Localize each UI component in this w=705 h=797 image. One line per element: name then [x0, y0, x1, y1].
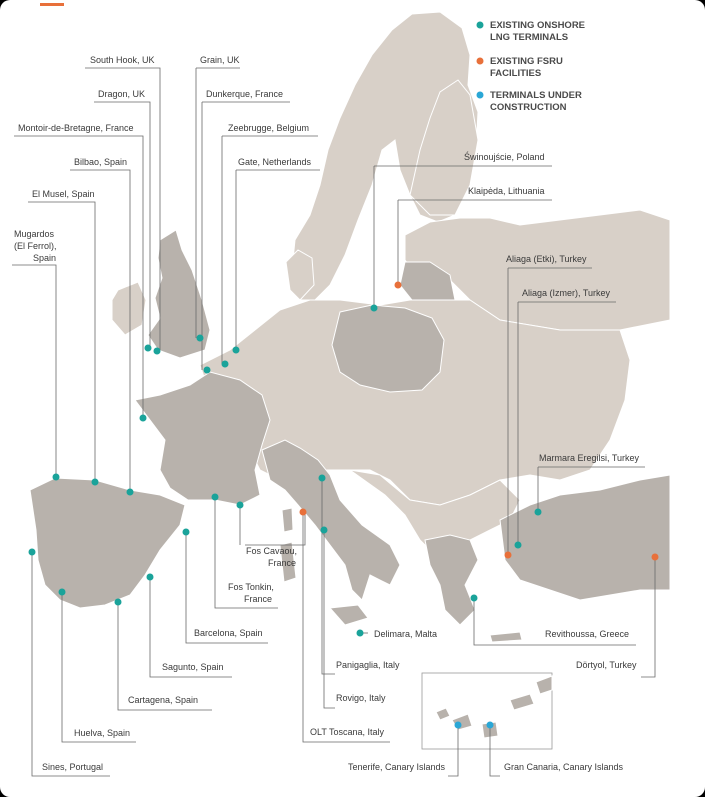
legend-fsru-marker [477, 58, 484, 65]
label-bilbao: Bilbao, Spain [74, 157, 128, 167]
label-south-hook: South Hook, UK [90, 55, 155, 65]
legend-construction-line2: CONSTRUCTION [490, 102, 567, 113]
marker-aliaga-etki [505, 552, 512, 559]
label-el-musel: El Musel, Spain [32, 189, 95, 199]
label-panigaglia: Panigaglia, Italy [336, 660, 400, 670]
marker-revithoussa [471, 595, 478, 602]
label-sines: Sines, Portugal [42, 762, 104, 772]
label-montoir: Montoir-de-Bretagne, France [18, 123, 134, 133]
legend-fsru-line1: EXISTING FSRU [490, 56, 563, 67]
inset-island-5 [536, 676, 552, 694]
accent-bar [40, 3, 64, 6]
marker-tenerife [455, 722, 462, 729]
label-fos-cavaou-1: Fos Cavaou, [246, 546, 298, 556]
inset-island-1 [436, 708, 450, 720]
inset-island-4 [510, 694, 534, 710]
marker-south-hook [145, 345, 152, 352]
legend-onshore-marker [477, 22, 484, 29]
label-zeebrugge: Zeebrugge, Belgium [228, 123, 310, 133]
label-delimara: Delimara, Malta [374, 629, 438, 639]
label-mugardos-3: Spain [33, 253, 57, 263]
label-marmara: Marmara Eregilsi, Turkey [539, 453, 640, 463]
label-aliaga-izmer: Aliaga (Izmer), Turkey [522, 288, 611, 298]
label-rovigo: Rovigo, Italy [336, 693, 386, 703]
label-olt-toscana: OLT Toscana, Italy [310, 727, 385, 737]
marker-dunkerque [204, 367, 211, 374]
marker-olt-toscana [300, 509, 307, 516]
label-fos-tonkin-1: Fos Tonkin, [228, 582, 274, 592]
label-aliaga-etki: Aliaga (Etki), Turkey [506, 254, 587, 264]
marker-sagunto [147, 574, 154, 581]
label-dragon: Dragon, UK [98, 89, 146, 99]
corsica [282, 508, 293, 532]
marker-grain [197, 335, 204, 342]
iberia [30, 478, 185, 608]
marker-montoir [140, 415, 147, 422]
marker-el-musel [92, 479, 99, 486]
marker-gran-canaria [487, 722, 494, 729]
legend-construction-line1: TERMINALS UNDER [490, 90, 582, 101]
label-gate: Gate, Netherlands [238, 157, 312, 167]
label-mugardos-2: (El Ferrol), [14, 241, 57, 251]
sicily [330, 605, 368, 625]
label-grain: Grain, UK [200, 55, 240, 65]
label-fos-cavaou-2: France [268, 558, 297, 568]
legend-onshore-line1: EXISTING ONSHORE [490, 20, 586, 31]
marker-zeebrugge [222, 361, 229, 368]
marker-fos-cavaou [237, 502, 244, 509]
legend-onshore-line2: LNG TERMINALS [490, 32, 569, 43]
france [135, 372, 270, 505]
greece [425, 535, 478, 625]
ireland [112, 282, 146, 335]
label-tenerife: Tenerife, Canary Islands [348, 762, 446, 772]
marker-mugardos [53, 474, 60, 481]
land-masses [30, 12, 670, 642]
turkey [500, 475, 670, 600]
marker-rovigo [321, 527, 328, 534]
label-dunkerque: Dunkerque, France [206, 89, 284, 99]
marker-marmara [535, 509, 542, 516]
label-sagunto: Sagunto, Spain [162, 662, 224, 672]
marker-barcelona [183, 529, 190, 536]
label-cartagena: Cartagena, Spain [128, 695, 199, 705]
marker-gate [233, 347, 240, 354]
marker-sines [29, 549, 36, 556]
label-gran-canaria: Gran Canaria, Canary Islands [504, 762, 624, 772]
label-dortyol: Dörtyol, Turkey [576, 660, 637, 670]
marker-huelva [59, 589, 66, 596]
label-fos-tonkin-2: France [244, 594, 273, 604]
marker-bilbao [127, 489, 134, 496]
marker-swinoujscie [371, 305, 378, 312]
marker-aliaga-izmer [515, 542, 522, 549]
label-revithoussa: Revithoussa, Greece [545, 629, 630, 639]
marker-dragon [154, 348, 161, 355]
label-huelva: Huelva, Spain [74, 728, 131, 738]
marker-panigaglia [319, 475, 326, 482]
label-barcelona: Barcelona, Spain [194, 628, 263, 638]
inset-island-2 [452, 714, 472, 730]
marker-dortyol [652, 554, 659, 561]
crete [490, 632, 522, 642]
marker-fos-tonkin [212, 494, 219, 501]
legend [477, 20, 586, 113]
marker-klaipeda [395, 282, 402, 289]
label-swinoujscie: Świnoujście, Poland [464, 152, 545, 162]
canary-islands-inset [422, 673, 552, 749]
legend-fsru-line2: FACILITIES [490, 68, 542, 79]
marker-delimara [357, 630, 364, 637]
label-klaipeda: Klaipėda, Lithuania [468, 186, 545, 196]
legend-construction-marker [477, 92, 484, 99]
label-mugardos-1: Mugardos [14, 229, 55, 239]
marker-cartagena [115, 599, 122, 606]
